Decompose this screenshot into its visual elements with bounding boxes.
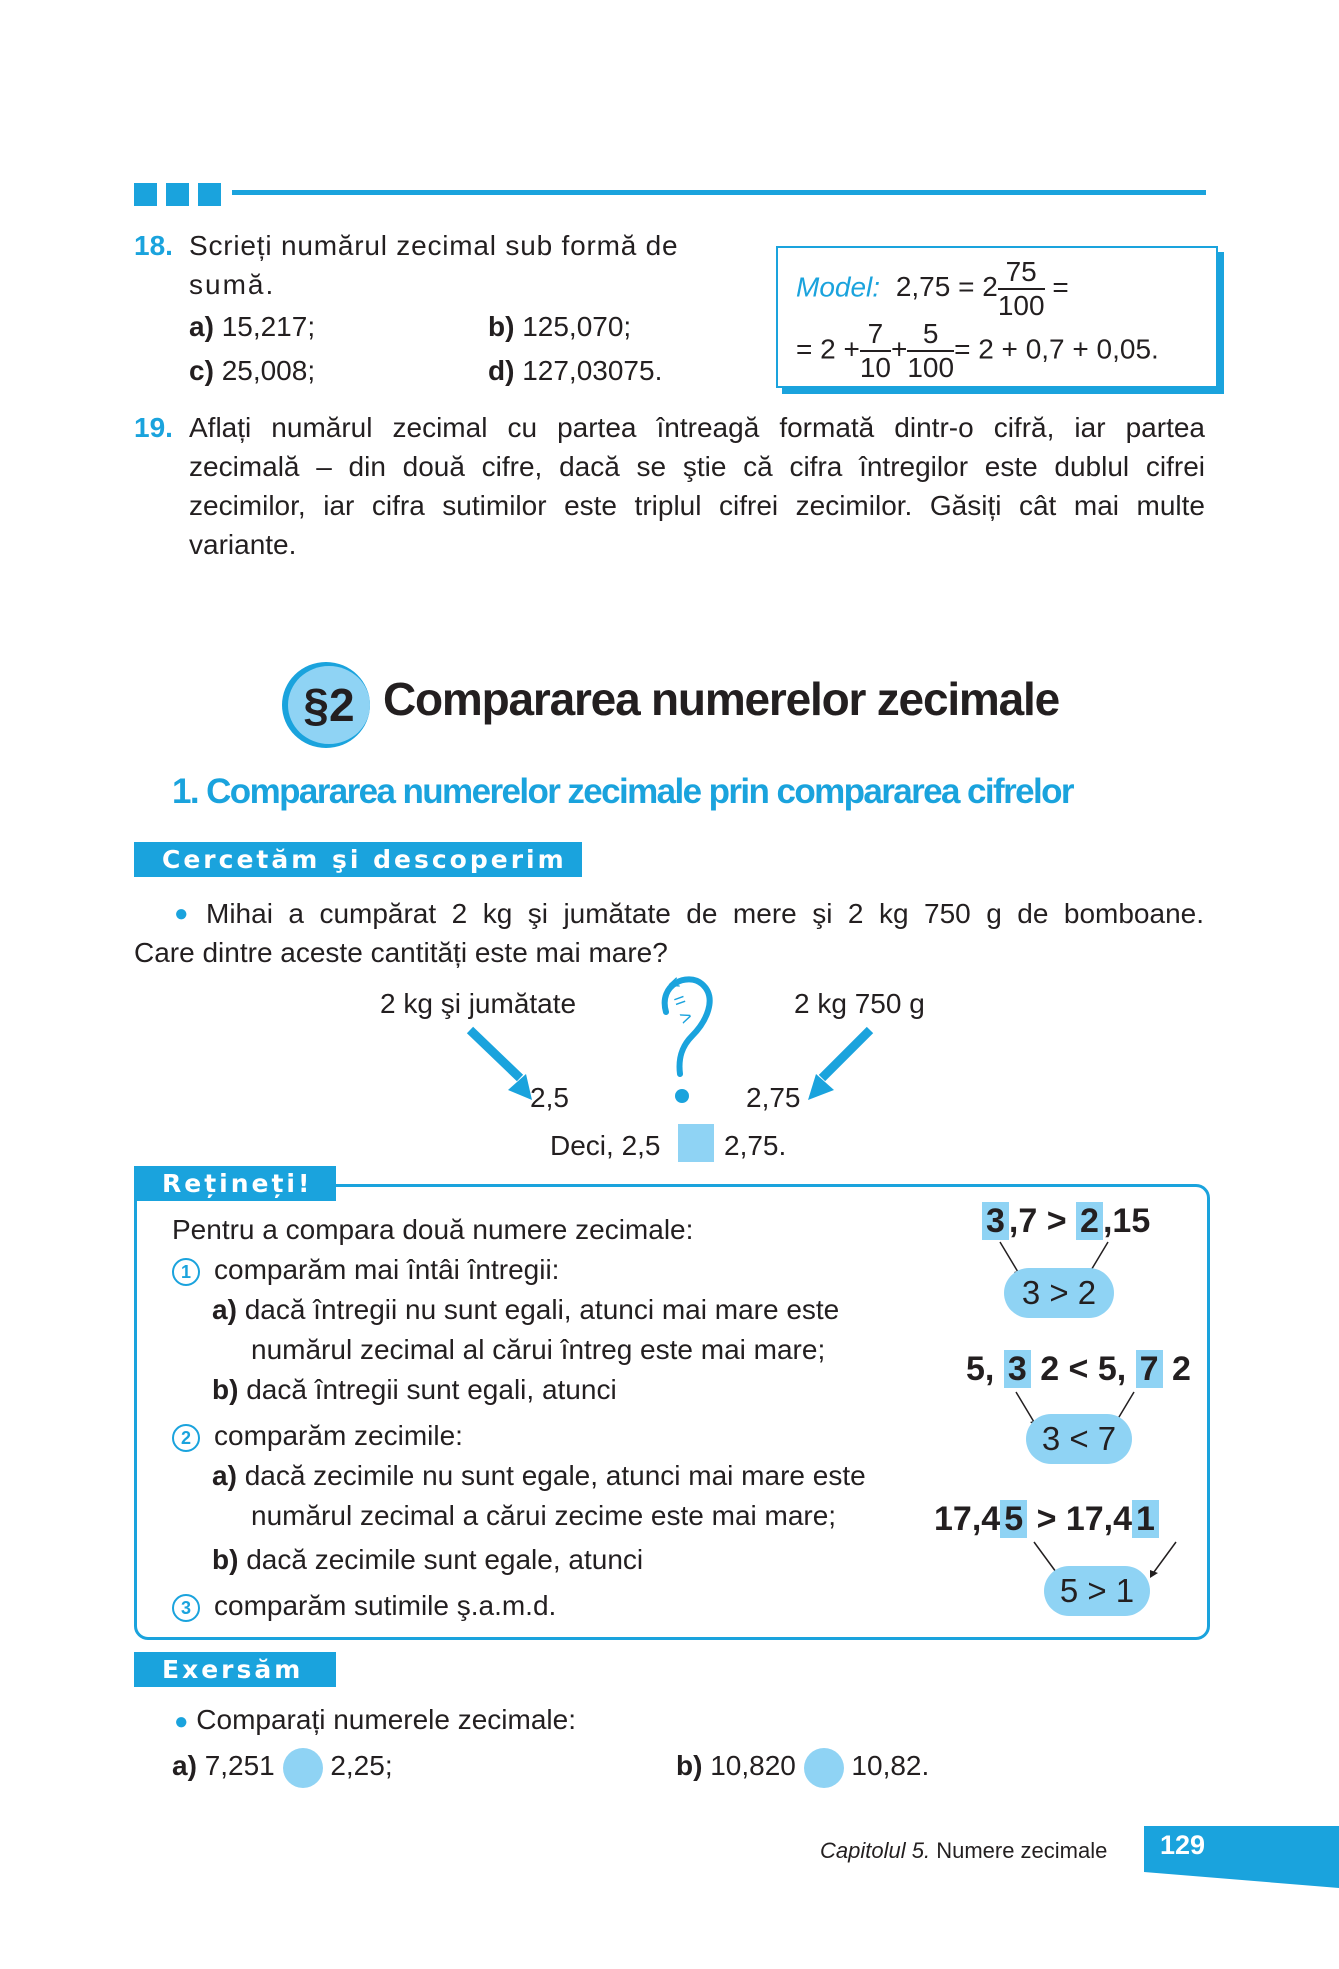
step-number-icon: 1 [172, 1258, 200, 1286]
exercise-19-line2: zecimală – din două cifre, dacă se ştie că cifra întregilor este dublul cifrei [189, 451, 1205, 482]
rule-step-1a [212, 1290, 839, 1329]
item-label: b) [676, 1750, 703, 1781]
exercise-18-text [189, 226, 712, 304]
rule-intro: Pentru a compara două numere zecimale: [172, 1214, 694, 1245]
highlight-digit: 2 [1076, 1202, 1103, 1240]
exercise-19-line1: Aflați numărul zecimal cu partea întreagă formată dintr-o cifră, iar partea [189, 412, 1205, 443]
item-label: a) [212, 1460, 237, 1491]
highlight-digit: 1 [1132, 1500, 1159, 1538]
right-arrow [822, 1030, 870, 1078]
example-2-pill: 3 < 7 [1026, 1414, 1132, 1464]
denominator: 10 [859, 352, 891, 383]
header-square-3 [198, 183, 221, 206]
ex18-item-a [189, 307, 315, 346]
model-fraction-2 [860, 318, 891, 384]
rule-step-1a-cont: numărul zecimal al cărui întreg este mai mare; [251, 1334, 826, 1365]
model-lhs: 2,75 = 2 [895, 271, 998, 303]
rule-step-2 [172, 1416, 463, 1455]
label-retineti [134, 1166, 336, 1201]
example-3 [934, 1500, 1159, 1539]
answer-circle[interactable] [283, 1748, 323, 1788]
intro-paragraph [134, 894, 1204, 972]
example-3-pill: 5 > 1 [1044, 1566, 1150, 1616]
intro-line2: Care dintre aceste cantități este mai mare? [134, 937, 668, 968]
item-label: d) [488, 355, 515, 386]
denominator: 100 [997, 290, 1045, 321]
item-value: 15,217; [221, 311, 316, 342]
example-text: > 17,4 [1036, 1500, 1133, 1538]
rule-text: dacă zecimile nu sunt egale, atunci mai mare este [244, 1460, 866, 1491]
model-plus: + [891, 333, 908, 365]
example-text: 17,4 [934, 1500, 1001, 1538]
item-value: 125,070; [522, 311, 632, 342]
rule-step-2a [212, 1456, 866, 1495]
conclusion-left: Deci, 2,5 [550, 1130, 661, 1161]
ex18-item-b [488, 307, 631, 346]
model-line2-start: = 2 + [796, 333, 860, 365]
diagram-right-value: 2,75 [746, 1082, 801, 1113]
item-label: a) [172, 1750, 197, 1781]
item-label: a) [212, 1294, 237, 1325]
rule-step-2a-cont: numărul zecimal a cărui zecime este mai mare; [251, 1500, 837, 1531]
section-number: §2 [303, 679, 355, 731]
highlight-digit: 5 [1000, 1500, 1027, 1538]
chapter-title: Numere zecimale [936, 1838, 1108, 1863]
exercise-19-line4: variante. [189, 529, 297, 560]
rule-step-text: comparăm mai întâi întregii: [214, 1254, 560, 1285]
numerator: 7 [860, 318, 891, 352]
example-text: 2 [1172, 1350, 1191, 1388]
rule-step-text: comparăm sutimile ş.a.m.d. [214, 1590, 557, 1621]
exercise-18-line1: Scrieți numărul zecimal sub formă de [189, 230, 679, 261]
right-number: 10,82. [851, 1750, 930, 1781]
model-equals: = [1052, 271, 1069, 303]
highlight-digit: 3 [982, 1202, 1009, 1240]
header-square-2 [166, 183, 189, 206]
exercise-19-text [189, 408, 1205, 564]
example-text: ,15 [1102, 1202, 1151, 1240]
subsection-title: 1. Compararea numerelor zecimale prin compararea cifrelor [172, 772, 1073, 811]
label-text: Exersăm [162, 1655, 304, 1684]
rule-step-3 [172, 1586, 556, 1625]
answer-blank-box[interactable] [678, 1124, 714, 1162]
rule-step-1b [212, 1370, 617, 1409]
exercise-19-line3: zecimilor, iar cifra sutimilor este triplul cifrei zecimilor. Găsiți cât mai multe [189, 490, 1205, 521]
model-label: Model: [796, 271, 881, 303]
diagram-left-label: 2 kg şi jumătate [380, 988, 577, 1019]
diagram-right-label: 2 kg 750 g [794, 988, 925, 1019]
rule-text: dacă zecimile sunt egale, atunci [246, 1544, 644, 1575]
rule-text: dacă întregii sunt egali, atunci [246, 1374, 617, 1405]
item-label: c) [189, 355, 214, 386]
rule-step-text: comparăm zecimile: [214, 1420, 463, 1451]
model-fraction-3 [907, 318, 954, 384]
exercise-18 [134, 226, 173, 265]
item-label: b) [212, 1544, 239, 1575]
example-text: 2 < 5, [1040, 1350, 1127, 1388]
header-rule [232, 190, 1206, 195]
ex18-item-d [488, 351, 662, 390]
item-label: b) [488, 311, 515, 342]
right-number: 2,25; [330, 1750, 393, 1781]
chapter-number: Capitolul 5. [820, 1838, 931, 1863]
left-number: 10,820 [710, 1750, 796, 1781]
exercise-number: 18. [134, 230, 173, 261]
comparison-signs: < = > [664, 971, 696, 1031]
footer-chapter [820, 1838, 1107, 1864]
exercise-item-a [172, 1746, 393, 1788]
rule-step-1 [172, 1250, 559, 1289]
label-text: Rețineți! [162, 1169, 313, 1198]
right-arrowhead [808, 1074, 834, 1100]
example-1-pill: 3 > 2 [1004, 1268, 1114, 1318]
item-label: b) [212, 1374, 239, 1405]
intro-line1: Mihai a cumpărat 2 kg şi jumătate de mere şi 2 kg 750 g de bomboane. [206, 898, 1204, 929]
diagram-left-value: 2,5 [530, 1082, 569, 1113]
bullet-icon: ● [174, 900, 189, 927]
example-text: 5, [966, 1350, 995, 1388]
label-exersam [134, 1652, 336, 1687]
exercise-18-line2: sumă. [189, 269, 276, 300]
left-arrow [470, 1030, 520, 1078]
answer-circle[interactable] [804, 1748, 844, 1788]
example-text: ,7 > [1008, 1202, 1067, 1240]
bullet-icon: ● [174, 1708, 189, 1735]
exercise-item-b [676, 1746, 929, 1788]
exercise-prompt [174, 1700, 576, 1741]
model-fraction-1 [998, 256, 1045, 322]
highlight-digit: 7 [1136, 1350, 1163, 1388]
page-number: 129 [1160, 1830, 1206, 1860]
model-line2-end: = 2 + 0,7 + 0,05. [954, 333, 1159, 365]
exercise-prompt-text: Comparați numerele zecimale: [196, 1704, 576, 1735]
conclusion-right: 2,75. [724, 1130, 787, 1161]
exercise-number: 19. [134, 412, 173, 443]
rule-text: dacă întregii nu sunt egali, atunci mai mare este [244, 1294, 840, 1325]
item-value: 25,008; [221, 355, 316, 386]
section-title: Compararea numerelor zecimale [383, 673, 1059, 725]
section-badge [288, 666, 370, 744]
label-text: Cercetăm şi descoperim [162, 845, 567, 874]
numerator: 75 [998, 256, 1045, 290]
step-number-icon: 2 [172, 1424, 200, 1452]
model-box [776, 246, 1218, 388]
ex18-item-c [189, 351, 315, 390]
example-1 [982, 1202, 1150, 1241]
left-number: 7,251 [204, 1750, 275, 1781]
label-cercetam [134, 842, 582, 877]
item-label: a) [189, 311, 214, 342]
numerator: 5 [907, 318, 954, 352]
denominator: 100 [907, 352, 955, 383]
exercise-19 [134, 408, 173, 447]
highlight-digit: 3 [1004, 1350, 1031, 1388]
header-square-1 [134, 183, 157, 206]
example-2 [966, 1350, 1191, 1389]
step-number-icon: 3 [172, 1594, 200, 1622]
rule-step-2b [212, 1540, 643, 1579]
item-value: 127,03075. [522, 355, 663, 386]
